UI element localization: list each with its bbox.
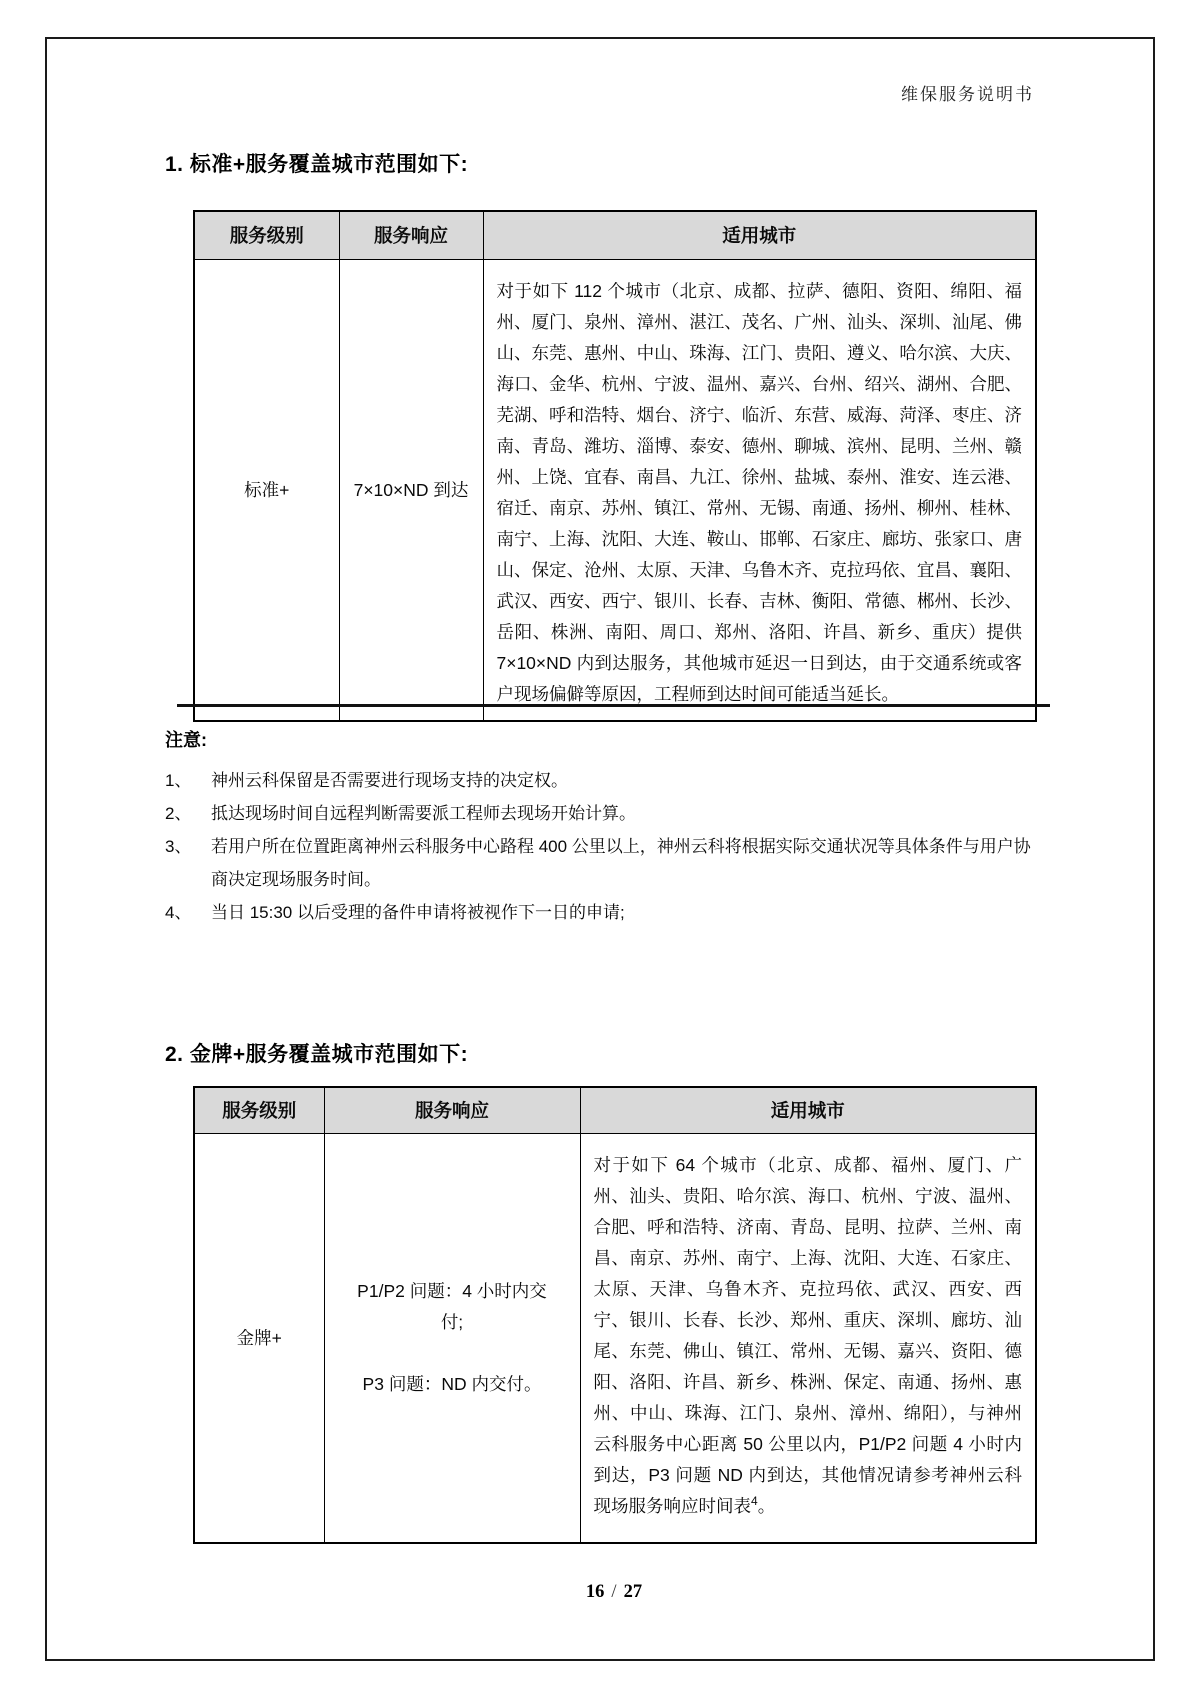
note-number: 3、 bbox=[165, 837, 192, 856]
table2-header-service-response: 服务响应 bbox=[324, 1087, 580, 1133]
page-separator: / bbox=[611, 1582, 617, 1602]
note-item-1 bbox=[165, 764, 1037, 797]
table1-header-applicable-cities: 适用城市 bbox=[483, 211, 1036, 259]
note-number: 4、 bbox=[165, 903, 192, 922]
table2-header-applicable-cities: 适用城市 bbox=[580, 1087, 1036, 1133]
page-footer bbox=[193, 1582, 1035, 1603]
table2-header-service-level: 服务级别 bbox=[194, 1087, 324, 1133]
note-number: 1、 bbox=[165, 771, 192, 790]
note-item-3 bbox=[165, 830, 1037, 896]
note-text: 抵达现场时间自远程判断需要派工程师去现场开始计算。 bbox=[211, 804, 636, 823]
section1-table bbox=[193, 210, 1037, 722]
section-divider-rule bbox=[177, 704, 1050, 707]
table1-header-service-level: 服务级别 bbox=[194, 211, 339, 259]
table1-body-row bbox=[194, 259, 1036, 721]
notes-section bbox=[165, 726, 1037, 929]
note-item-2 bbox=[165, 797, 1037, 830]
footnote-ref-4: 4 bbox=[751, 1493, 758, 1508]
table2-service-response-cell bbox=[324, 1133, 580, 1543]
section1-heading: 1. 标准+服务覆盖城市范围如下: bbox=[165, 153, 469, 176]
cities-text-end: 。 bbox=[757, 1495, 776, 1516]
section2-table bbox=[193, 1086, 1037, 1544]
note-text: 若用户所在位置距离神州云科服务中心路程 400 公里以上，神州云科将根据实际交通状况等具体条件与用户协商决定现场服务时间。 bbox=[211, 837, 1031, 889]
note-number: 2、 bbox=[165, 804, 192, 823]
notes-title: 注意: bbox=[165, 730, 207, 750]
table2-service-level-cell: 金牌+ bbox=[194, 1133, 324, 1543]
note-text: 神州云科保留是否需要进行现场支持的决定权。 bbox=[211, 771, 568, 790]
doc-header-title: 维保服务说明书 bbox=[901, 85, 1034, 104]
response-p3: P3 问题：ND 内交付。 bbox=[362, 1373, 542, 1394]
table1-header-row bbox=[194, 211, 1036, 259]
table1-service-level-cell: 标准+ bbox=[194, 259, 339, 721]
table1-cities-cell: 对于如下 112 个城市（北京、成都、拉萨、德阳、资阳、绵阳、福州、厦门、泉州、漳州、湛江、茂名、广州、汕头、深圳、汕尾、佛山、东莞、惠州、中山、珠海、江门、贵阳、遵义、哈尔滨、大庆、海口、金华、杭州、宁波、温州、嘉兴、台州、绍兴、湖州、合肥、芜湖、呼和浩特、烟台、济宁、临沂、东营、威海、菏泽、枣庄、济南、青岛、潍坊、淄博、泰安、德州、聊城、滨州、昆明、兰州、赣州、上饶、宜春、南昌、九江、徐州、盐城、泰州、淮安、连云港、宿迁、南京、苏州、镇江、常州、无锡、南通、扬州、柳州、桂林、南宁、上海、沈阳、大连、鞍山、邯郸、石家庄、廊坊、张家口、唐山、保定、沧州、太原、天津、乌鲁木齐、克拉玛依、宜昌、襄阳、武汉、西安、西宁、银川、长春、吉林、衡阳、常德、郴州、长沙、岳阳、株洲、南阳、周口、郑州、洛阳、许昌、新乡、重庆）提供 7×10×ND 内到达服务，其他城市延迟一日到达，由于交通系统或客户现场偏僻等原因，工程师到达时间可能适当延长。 bbox=[483, 259, 1036, 721]
note-item-4 bbox=[165, 896, 1037, 929]
response-p1p2: P1/P2 问题：4 小时内交付; bbox=[357, 1280, 547, 1332]
cities-text: 对于如下 64 个城市（北京、成都、福州、厦门、广州、汕头、贵阳、哈尔滨、海口、杭州、宁波、温州、合肥、呼和浩特、济南、青岛、昆明、拉萨、兰州、南昌、南京、苏州、南宁、上海、沈阳、大连、石家庄、太原、天津、乌鲁木齐、克拉玛依、武汉、西安、西宁、银川、长春、长沙、郑州、重庆、深圳、廊坊、汕尾、东莞、佛山、镇江、常州、无锡、嘉兴、资阳、德阳、洛阳、许昌、新乡、株洲、保定、南通、扬州、惠州、中山、珠海、江门、泉州、漳州、绵阳），与神州云科服务中心距离 50 公里以内，P1/P2 问题 4 小时内到达，P3 问题 ND 内到达，其他情况请参考神州云科现场服务响应时间表 bbox=[593, 1154, 1022, 1516]
page-total: 27 bbox=[623, 1582, 643, 1602]
note-text: 当日 15:30 以后受理的备件申请将被视作下一日的申请; bbox=[211, 903, 625, 922]
table1-service-response-cell: 7×10×ND 到达 bbox=[339, 259, 483, 721]
section2-heading: 2. 金牌+服务覆盖城市范围如下: bbox=[165, 1043, 469, 1066]
table2-cities-cell bbox=[580, 1133, 1036, 1543]
table1-header-service-response: 服务响应 bbox=[339, 211, 483, 259]
page-number: 16 bbox=[585, 1582, 605, 1602]
table2-body-row bbox=[194, 1133, 1036, 1543]
table2-header-row bbox=[194, 1087, 1036, 1133]
